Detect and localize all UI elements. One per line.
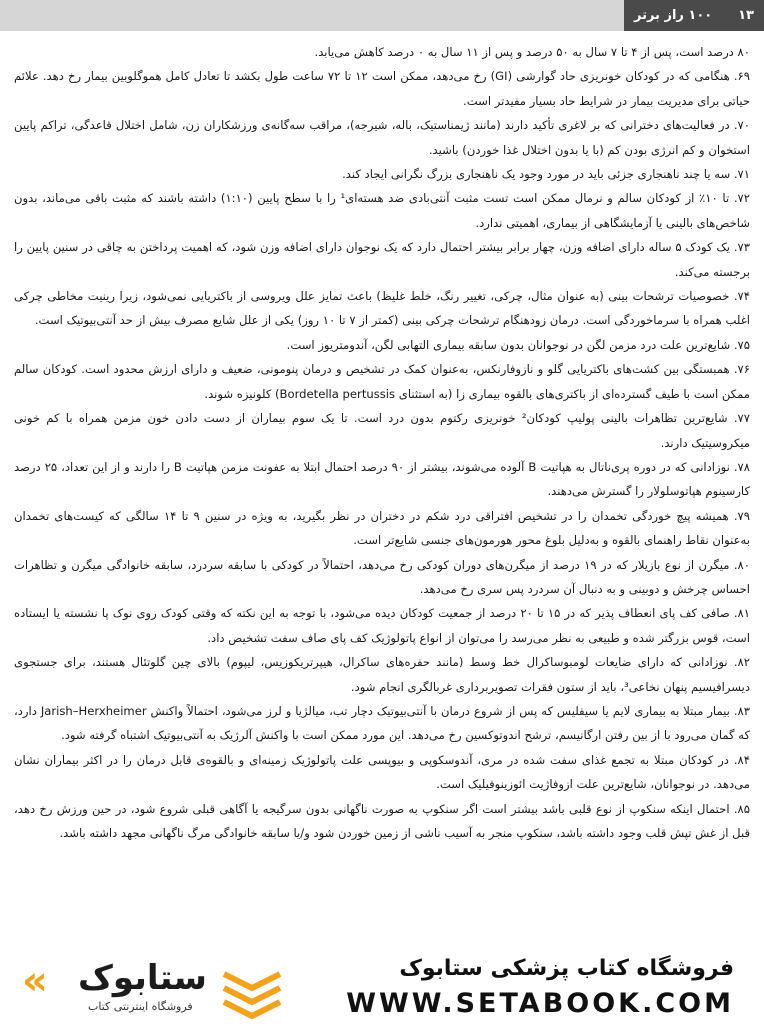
list-item: ۸۰ درصد است، پس از ۴ تا ۷ سال به ۵۰ درصد و پس از ۱۱ سال به ۰ درصد کاهش می‌یابد. bbox=[314, 45, 750, 59]
list-item: ۸۵. احتمال اینکه سنکوپ از نوع قلبی باشد بیشتر است اگر سنکوپ به صورت ناگهانی بدون سرگیجه یا آگاهی قبلی شروع شود، در حین ورزش رخ دهد، قبل از غش تپش قلب وجود داشته باشد، سنکوپ منجر به آسیب ناشی از زمین خوردن شود و/یا سابقه خانوادگی مرگ ناگهانی مجهد داشته باشد. bbox=[14, 801, 750, 840]
list-item: ۷۵. شایع‌ترین علت درد مزمن لگن در نوجوانان بدون سابقه بیماری التهابی لگن، آندومتریوز است. bbox=[286, 337, 750, 352]
list-item: ۷۷. شایع‌ترین تظاهرات بالینی پولیپ کودکان² خونریزی رکتوم بدون درد است. تا یک سوم بیماران از دست دادن خون مزمن همراه با کم خونی میکروسیتیک دارند. bbox=[14, 411, 750, 450]
list-item: ۸۱. صافی کف پای انعطاف پذیر که در ۱۵ تا ۲۰ درصد از جمعیت کودکان دیده می‌شود، با توجه به این نکته که وقتی کودک روی نوک پا نشسته یا ایستاده است، قوس بزرگتر شده و طبیعی به نظر می‌رسد را می‌توان از انواع پاتولوژیک کف پای صاف سفت تشخیص داد. bbox=[14, 606, 750, 645]
list-item: ۶۹. هنگامی که در کودکان خونریزی حاد گوارشی (GI) رخ می‌دهد، ممکن است ۱۲ تا ۷۲ ساعت طول بکشد تا تعادل کامل هموگلوبین بیمار رخ دهد. علائم حیاتی برای مدیریت بیمار در شرایط حاد بسیار مفیدتر است. bbox=[14, 69, 750, 108]
list-item: ۷۳. یک کودک ۵ ساله دارای اضافه وزن، چهار برابر بیشتر احتمال دارد که یک نوجوان دارای اضافه وزن شود، که اهمیت پرداختن به چاقی در سنین پایین را برجسته می‌کند. bbox=[14, 240, 750, 279]
logo-subtitle: فروشگاه اینترنتی کتاب bbox=[88, 1000, 193, 1013]
running-head bbox=[624, 0, 764, 31]
body-text bbox=[14, 40, 750, 940]
logo-name: ستابوک bbox=[78, 958, 207, 998]
book-stack-icon bbox=[218, 964, 286, 1020]
double-chevron-icon: « bbox=[22, 958, 40, 1004]
store-url-link[interactable]: WWW.SETABOOK.COM bbox=[346, 988, 734, 1019]
list-item: ۷۹. همیشه پیچ خوردگی تخمدان را در تشخیص افتراقی درد شکم در دختران در نظر بگیرید، به ویژه در سنین ۹ تا ۱۴ سالگی که کیست‌های تخمدان به‌عنوان نقاط راهنمای بالقوه و به‌دلیل بلوغ محور هورمون‌های جنسی شایع‌تر است. bbox=[14, 508, 750, 548]
list-item: ۷۱. سه یا چند ناهنجاری جزئی باید در مورد وجود یک ناهنجاری بزرگ نگرانی ایجاد کند. bbox=[342, 167, 750, 182]
list-item: ۷۰. در فعالیت‌های دخترانی که بر لاغری تأکید دارند (مانند ژیمناستیک، باله، شیرجه)، مراقب سه‌گانه‌ی ورزشکاران زن، شامل اختلال قاعدگی، تراکم پایین استخوان و کم انرژی بودن کم (با یا بدون اختلال غذا خوردن) باشید. bbox=[14, 118, 750, 157]
page-number: ۱۳ bbox=[738, 8, 754, 23]
list-item: ۷۸. نوزادانی که در دوره پری‌ناتال به هپاتیت B آلوده می‌شوند، بیشتر از ۹۰ درصد احتمال ابتلا به عفونت مزمن هپاتیت B را دارند و از این تعداد، ۲۵ درصد کارسینوم هپاتوسلولار را گسترش می‌دهند. bbox=[14, 459, 750, 499]
list-item: ۷۶. همبستگی بین کشت‌های باکتریایی گلو و نازوفارنکس، به‌عنوان کمک در تشخیص و درمان پنومونی، ضعیف و دارای ارزش محدود است. کودکان سالم ممکن است با طیف گسترده‌ای از باکتری‌های بالقوه بیماری زا (به استثنای Bordetella pertussis) کلونیزه شوند. bbox=[14, 362, 750, 401]
book-title: ۱۰۰ راز برتر bbox=[634, 8, 713, 23]
list-item: ۸۲. نوزادانی که دارای ضایعات لومبوساکرال خط وسط (مانند حفره‌های ساکرال، هیپرتریکوزیس، لیپوم) بالای چین گلوتئال هستند، برای جستجوی دیسرافیسیم پنهان نخاعی³، باید از ستون فقرات تصویربرداری غربالگری انجام شود. bbox=[14, 655, 750, 694]
list-item: ۸۴. در کودکان مبتلا به تجمع غذای سفت شده در مری، آندوسکوپی و بیوپسی علت پاتولوژیک زمینه‌ای و بالقوه‌ی قابل درمان را در اکثر بیماران نشان می‌دهد. در نوجوانان، شایع‌ترین علت ازوفاژیت ائوزینوفیلیک است. bbox=[14, 752, 750, 792]
page-header bbox=[0, 0, 764, 31]
list-item: ۸۰. میگرن از نوع بازیلار که در ۱۹ درصد از میگرن‌های دوران کودکی رخ می‌دهد، احتمالاً در کودکی با سابقه سردرد، سابقه خانوادگی میگرن و تظاهرات احساس چرخش و دوبینی و به دنبال آن سردرد پس سری رخ می‌دهد. bbox=[14, 557, 750, 596]
list-item: ۷۴. خصوصیات ترشحات بینی (به عنوان مثال، چرکی، تغییر رنگ، خلط غلیظ) باعث تمایز علل ویروسی از باکتریایی نمی‌شود، زیرا رینیت مخاطی چرکی اغلب همراه با سرماخوردگی است. درمان زودهنگام ترشحات چرکی بینی (کمتر از ۷ تا ۱۰ روز) یکی از علل شایع مصرف بیش از حد آنتی‌بیوتیک است. bbox=[14, 289, 750, 328]
store-title: فروشگاه کتاب پزشکی ستابوک bbox=[399, 956, 734, 981]
list-item: ۷۲. تا ۱۰٪ از کودکان سالم و نرمال ممکن است تست مثبت آنتی‌بادی ضد هسته‌ای¹ را با سطح پایین (۱:۱۰) داشته باشند که مثبت باقی می‌ماند، بدون شاخص‌های بالینی یا آزمایشگاهی از بیماری، اهمیتی ندارد. bbox=[14, 191, 750, 230]
list-item: ۸۳. بیمار مبتلا به بیماری لایم یا سیفلیس که پس از شروع درمان با آنتی‌بیوتیک دچار تب، میالژیا و لرز می‌شود، احتمالاً واکنش Jarish–Herxheimer دارد، که گمان می‌رود با از بین رفتن ارگانیسم، ترشح اندوتوکسین رخ می‌دهد. این مورد ممکن است با واکنش آلرژیک به آنتی‌بیوتیک اشتباه گرفته شود. bbox=[14, 703, 750, 743]
